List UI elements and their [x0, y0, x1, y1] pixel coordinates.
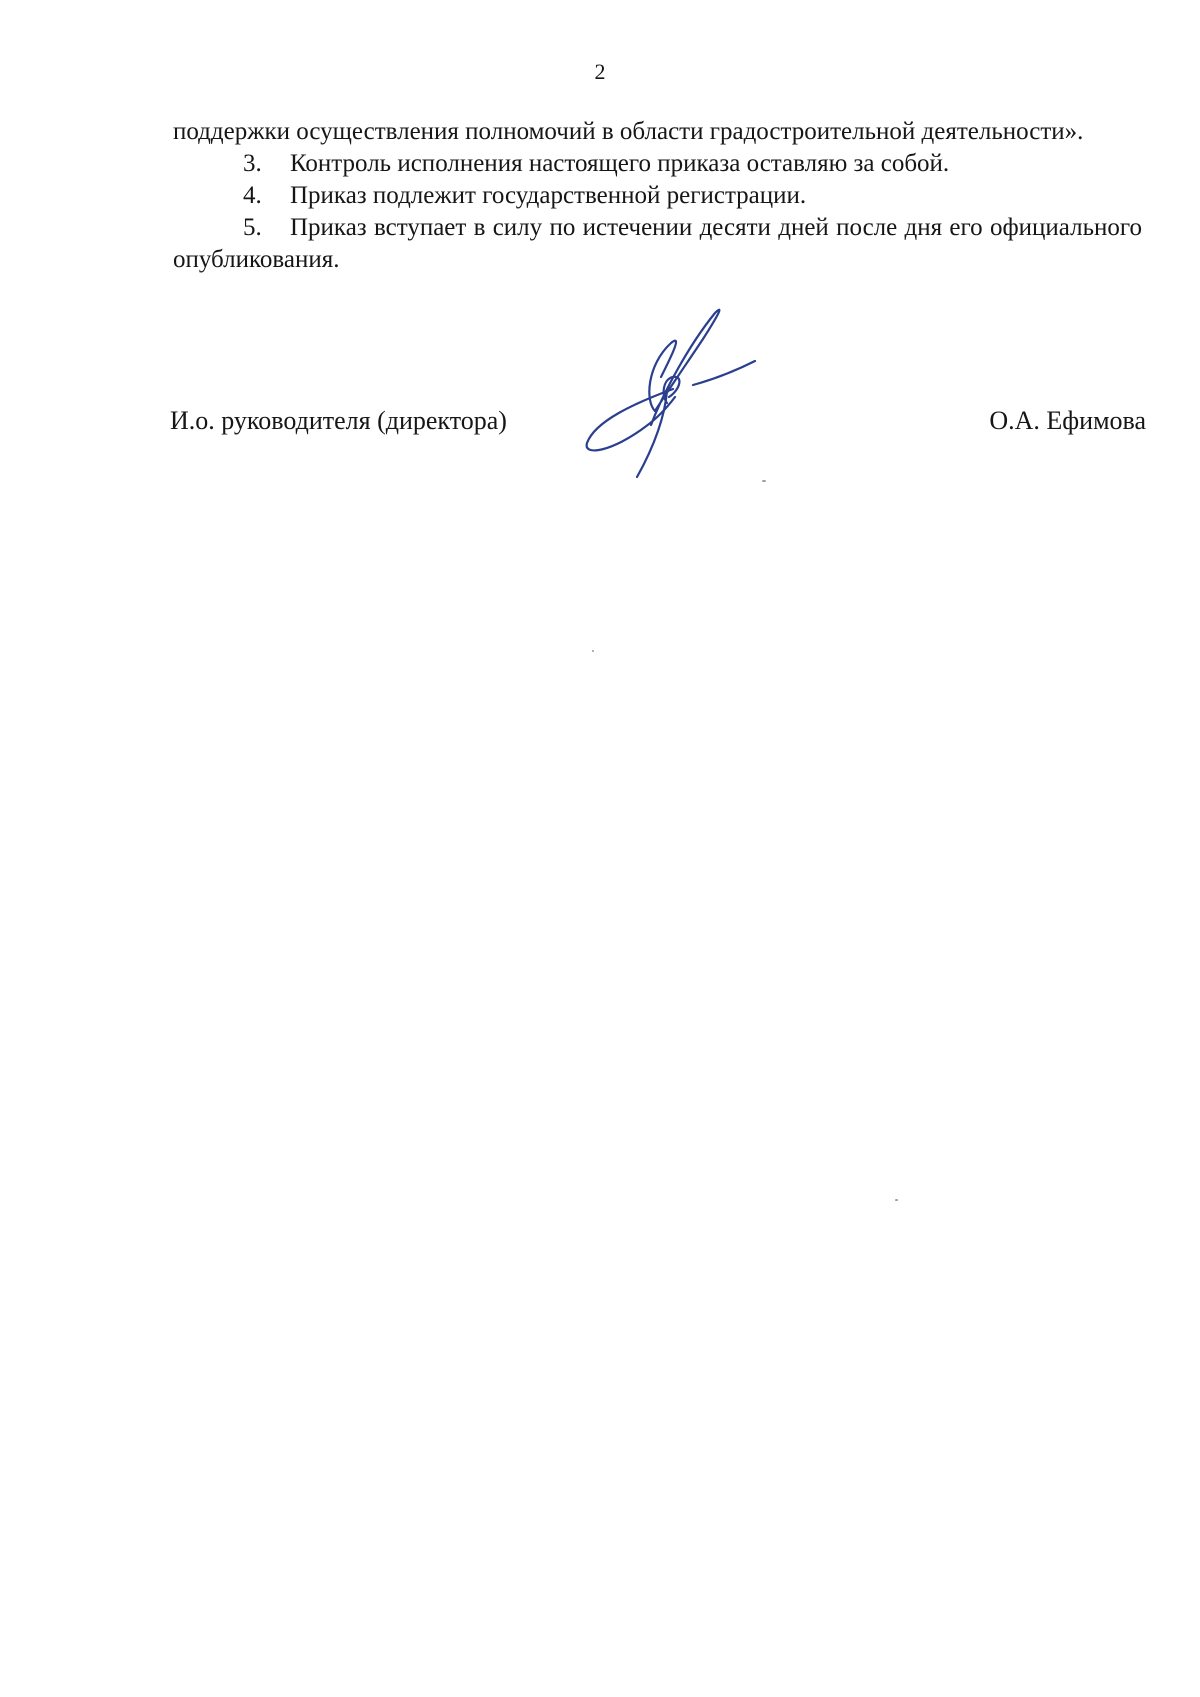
item-text: Приказ вступает в силу по истечении десяти дней после дня его официального опубликования.: [173, 214, 1142, 273]
paragraph-continuation: [173, 116, 1142, 148]
item-number: 3.: [243, 150, 262, 177]
scan-speck: [895, 1199, 898, 1201]
numbered-item: [173, 180, 1142, 212]
scan-speck: [592, 650, 594, 652]
signer-name: О.А. Ефимова: [989, 406, 1146, 435]
scan-speck: [762, 480, 766, 482]
item-text: Приказ подлежит государственной регистрации.: [290, 182, 807, 209]
numbered-item: [173, 212, 1142, 276]
signer-position: И.о. руководителя (директора): [170, 406, 507, 435]
paragraph-text: поддержки осуществления полномочий в области градостроительной деятельности».: [173, 118, 1084, 145]
handwritten-signature: [585, 305, 785, 485]
item-number: 4.: [243, 182, 262, 209]
item-number: 5.: [243, 214, 262, 241]
numbered-item: [173, 148, 1142, 180]
page-number: 2: [594, 59, 606, 84]
document-body: [173, 116, 1142, 276]
item-text: Контроль исполнения настоящего приказа оставляю за собой.: [290, 150, 950, 177]
